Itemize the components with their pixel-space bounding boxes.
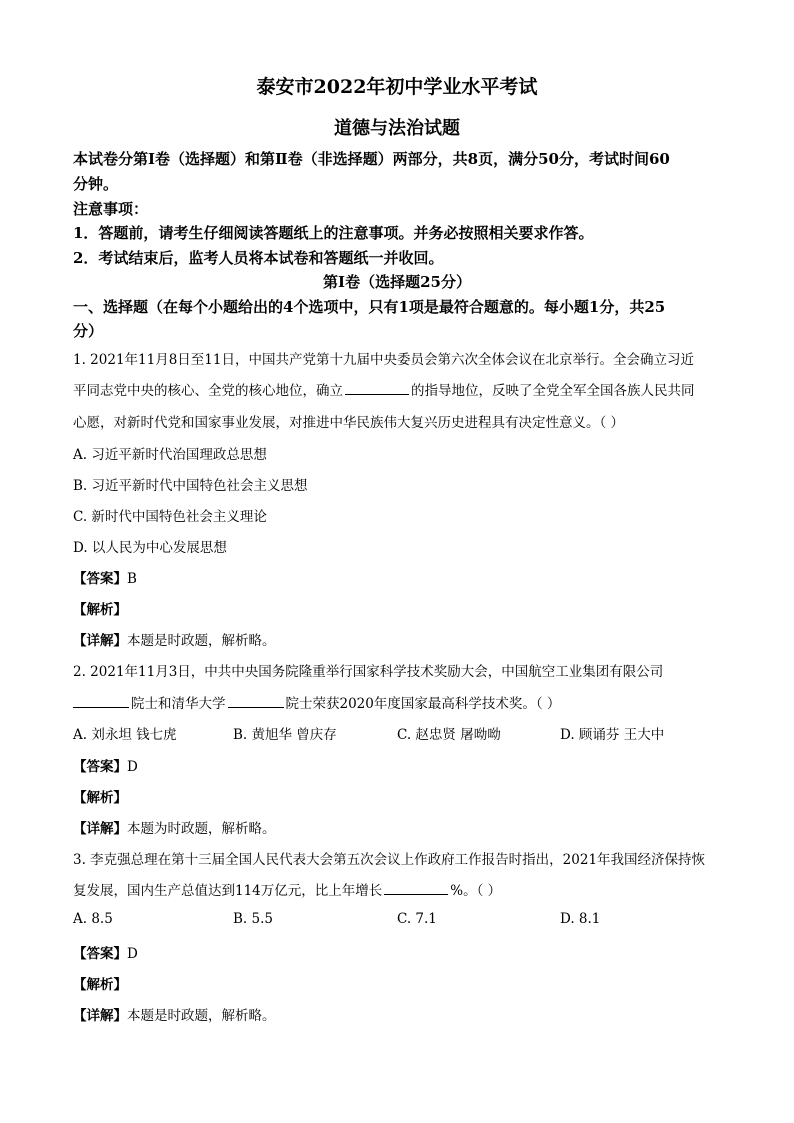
- q1-option-c: C. 新时代中国特色社会主义理论: [73, 509, 267, 525]
- q3-stem-line-1: 3. 李克强总理在第十三届全国人民代表大会第五次会议上作政府工作报告时指出，2021年我国经济保持恢: [73, 852, 706, 868]
- intro-line-2: 分钟。: [73, 175, 119, 193]
- q3-option-d: D. 8.1: [560, 911, 601, 927]
- q3-option-c: C. 7.1: [397, 911, 437, 927]
- section-heading-line-1: 一、选择题（在每个小题给出的4个选项中，只有1项是最符合题意的。每小题1分，共25: [73, 298, 666, 316]
- detail-label: 【详解】: [73, 633, 127, 649]
- exam-title: 泰安市2022年初中学业水平考试: [256, 76, 538, 98]
- analysis-label: 【解析】: [73, 977, 127, 993]
- q1-detail: [73, 629, 276, 649]
- answer-label: 【答案】: [73, 571, 127, 587]
- q2-answer-value: D: [127, 759, 138, 775]
- q3-option-b: B. 5.5: [233, 911, 273, 927]
- q3-detail: [73, 1004, 276, 1024]
- q2-stem-text-a: 院士和清华大学: [131, 696, 226, 712]
- q2-option-a: A. 刘永坦 钱七虎: [73, 727, 177, 743]
- q3-option-a: A. 8.5: [73, 911, 113, 927]
- q2-option-b: B. 黄旭华 曾庆存: [233, 727, 337, 743]
- q1-stem-text-a: 平同志党中央的核心、全党的核心地位，确立: [73, 383, 343, 399]
- analysis-label: 【解析】: [73, 602, 127, 618]
- exam-subtitle: 道德与法治试题: [334, 118, 460, 139]
- q3-detail-text: 本题是时政题，解析略。: [127, 1008, 276, 1024]
- q3-answer: [73, 942, 138, 962]
- section-title: 第Ⅰ卷（选择题25分）: [323, 273, 471, 291]
- q2-stem-text-b: 院士荣获2020年度国家最高科学技术奖。（ ）: [285, 696, 561, 712]
- q1-option-a: A. 习近平新时代治国理政总思想: [73, 447, 267, 463]
- q1-stem-text-b: 的指导地位，反映了全党全军全国各族人民共同: [411, 383, 695, 399]
- q3-stem-text-a: 复发展，国内生产总值达到114万亿元，比上年增长: [73, 883, 383, 899]
- q3-answer-blank: [384, 883, 448, 895]
- q1-stem-line-2: [73, 379, 695, 399]
- answer-label: 【答案】: [73, 946, 127, 962]
- q3-stem-text-b: %。（ ）: [450, 883, 502, 899]
- q2-stem-line-2: [73, 692, 560, 712]
- q3-stem-line-2: [73, 879, 501, 899]
- q1-answer-value: B: [127, 571, 137, 587]
- q1-analysis: [73, 598, 127, 618]
- q2-detail: [73, 817, 276, 837]
- q2-answer-blank-1: [73, 696, 129, 708]
- answer-label: 【答案】: [73, 759, 127, 775]
- q2-option-c: C. 赵忠贤 屠呦呦: [397, 727, 501, 743]
- notice-item-2: 2．考试结束后，监考人员将本试卷和答题纸一并收回。: [73, 249, 444, 267]
- q2-answer: [73, 755, 138, 775]
- analysis-label: 【解析】: [73, 790, 127, 806]
- q2-option-d: D. 顾诵芬 王大中: [560, 727, 665, 743]
- intro-line-1: 本试卷分第Ⅰ卷（选择题）和第Ⅱ卷（非选择题）两部分，共8页，满分50分，考试时间60: [73, 150, 670, 168]
- q1-detail-text: 本题是时政题，解析略。: [127, 633, 276, 649]
- q2-detail-text: 本题为时政题，解析略。: [127, 821, 276, 837]
- q1-answer-blank: [345, 383, 409, 395]
- section-heading-line-2: 分）: [73, 322, 104, 340]
- q1-answer: [73, 567, 137, 587]
- notice-item-1: 1．答题前，请考生仔细阅读答题纸上的注意事项。并务必按照相关要求作答。: [73, 224, 594, 242]
- detail-label: 【详解】: [73, 821, 127, 837]
- q1-stem-line-3: 心愿，对新时代党和国家事业发展，对推进中华民族伟大复兴历史进程具有决定性意义。（ ）: [73, 415, 625, 431]
- q3-answer-value: D: [127, 946, 138, 962]
- q1-stem-line-1: 1. 2021年11月8日至11日，中国共产党第十九届中央委员会第六次全体会议在北京举行。全会确立习近: [73, 352, 694, 368]
- q2-stem-line-1: 2. 2021年11月3日，中共中央国务院隆重举行国家科学技术奖励大会，中国航空工业集团有限公司: [73, 664, 664, 680]
- q2-analysis: [73, 786, 127, 806]
- notice-title: 注意事项：: [73, 200, 149, 218]
- q1-option-d: D. 以人民为中心发展思想: [73, 540, 227, 556]
- detail-label: 【详解】: [73, 1008, 127, 1024]
- q3-analysis: [73, 973, 127, 993]
- q1-option-b: B. 习近平新时代中国特色社会主义思想: [73, 478, 308, 494]
- q2-answer-blank-2: [228, 696, 284, 708]
